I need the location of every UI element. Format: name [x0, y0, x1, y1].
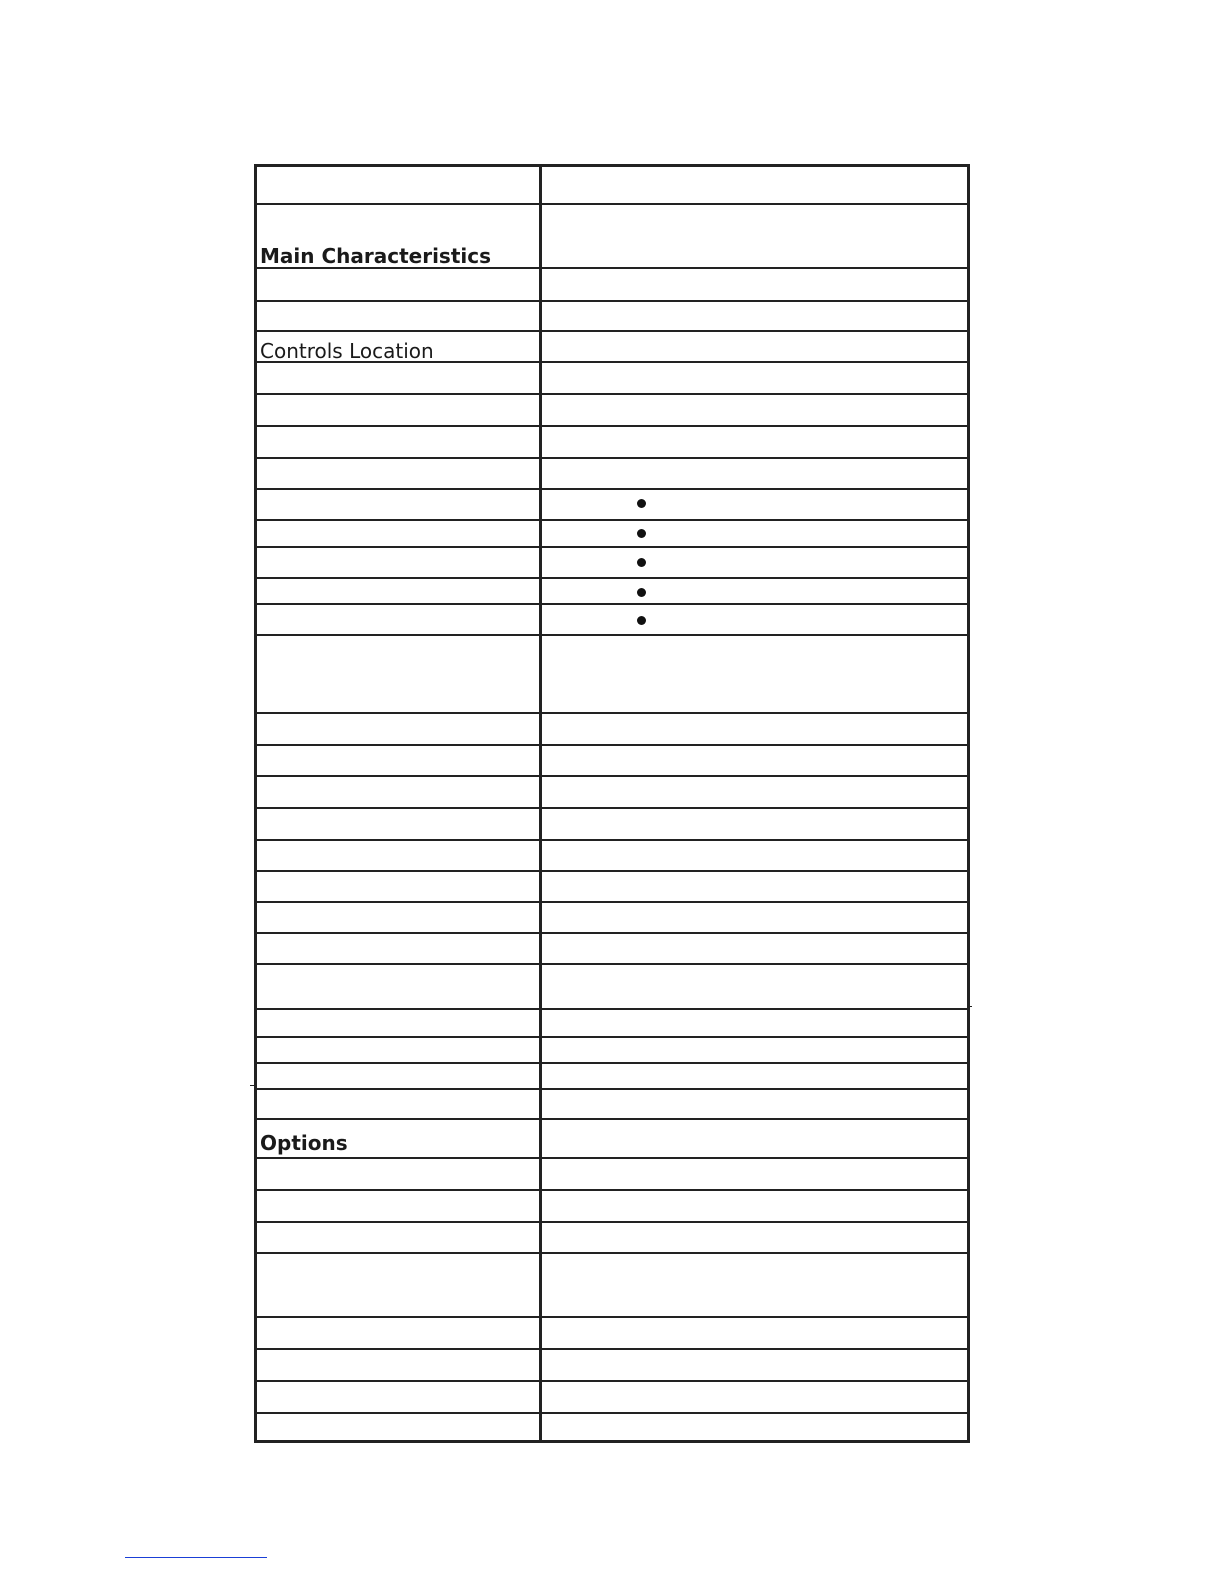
stray-mark: [968, 1006, 972, 1007]
row-divider: [257, 1008, 967, 1010]
row-divider: [257, 603, 967, 605]
bullet-icon: [637, 529, 646, 538]
row-divider: [257, 1316, 967, 1318]
row-divider: [257, 712, 967, 714]
row-divider: [257, 1118, 967, 1120]
row-divider: [257, 330, 967, 332]
row-divider: [257, 1412, 967, 1414]
row-divider: [257, 1380, 967, 1382]
row-divider: [257, 519, 967, 521]
section-heading-options: Options: [260, 1131, 348, 1155]
row-divider: [257, 425, 967, 427]
row-divider: [257, 634, 967, 636]
section-heading-main-characteristics: Main Characteristics: [260, 244, 492, 268]
row-divider: [257, 1189, 967, 1191]
row-divider: [257, 901, 967, 903]
bullet-icon: [637, 499, 646, 508]
row-divider: [257, 963, 967, 965]
row-divider: [257, 300, 967, 302]
row-divider: [257, 393, 967, 395]
bullet-icon: [637, 588, 646, 597]
row-divider: [257, 1157, 967, 1159]
row-divider: [257, 1036, 967, 1038]
row-divider: [257, 1221, 967, 1223]
row-divider: [257, 1062, 967, 1064]
row-divider: [257, 1348, 967, 1350]
specification-table: [254, 164, 970, 1443]
row-divider: [257, 870, 967, 872]
row-divider: [257, 744, 967, 746]
row-divider: [257, 775, 967, 777]
column-divider: [539, 167, 542, 1440]
row-divider: [257, 546, 967, 548]
row-divider: [257, 839, 967, 841]
bullet-icon: [637, 558, 646, 567]
row-divider: [257, 807, 967, 809]
row-divider: [257, 577, 967, 579]
row-divider: [257, 457, 967, 459]
controls-location-label: Controls Location: [260, 339, 434, 363]
row-divider: [257, 932, 967, 934]
row-divider: [257, 203, 967, 205]
stray-mark: [250, 1085, 256, 1086]
row-divider: [257, 1088, 967, 1090]
footnote-rule: [125, 1557, 267, 1558]
bullet-icon: [637, 616, 646, 625]
row-divider: [257, 488, 967, 490]
row-divider: [257, 1252, 967, 1254]
